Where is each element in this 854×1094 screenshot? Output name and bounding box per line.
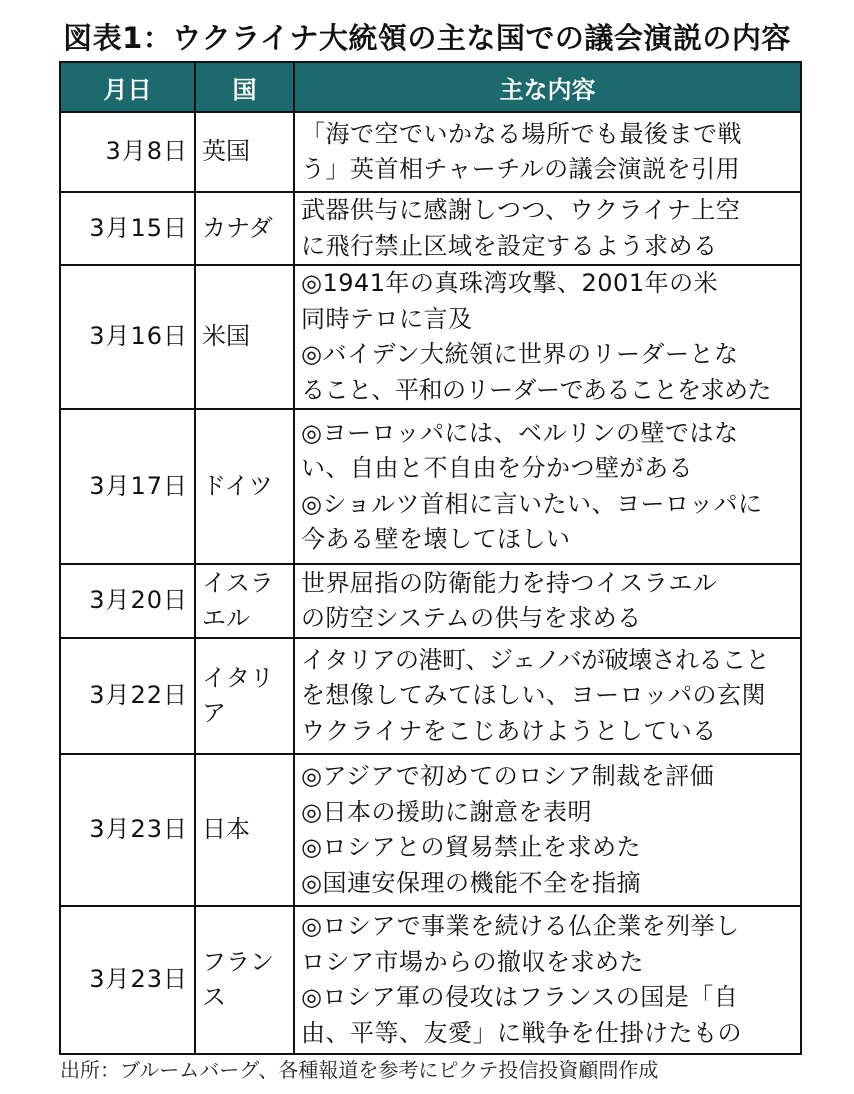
country-cell: イスラエル	[195, 564, 294, 638]
content-line: イタリアの港町、ジェノバが破壊されること	[301, 645, 770, 674]
content-line: ◎ロシアとの貿易禁止を求めた	[301, 833, 641, 861]
date-cell: 3月8日	[60, 112, 195, 192]
content-cell	[294, 564, 801, 638]
content-line: い、自由と不自由を分かつ壁がある	[301, 454, 693, 482]
content-line: ロシア市場からの撤収を求めた	[301, 947, 644, 976]
content-cell	[294, 112, 801, 192]
content-line: ◎アジアで初めてのロシア制裁を評価	[301, 762, 715, 790]
content-cell	[294, 754, 801, 906]
content-line: ◎バイデン大統領に世界のリーダーとな	[301, 340, 739, 368]
content-line: 由、平等、友愛」に戦争を仕掛けたもの	[301, 1018, 742, 1047]
date-cell: 3月23日	[60, 906, 195, 1054]
content-line: う」英首相チャーチルの議会演説を引用	[301, 155, 741, 183]
country-cell: イタリア	[195, 638, 294, 754]
content-cell	[294, 265, 801, 409]
country-cell: カナダ	[195, 192, 294, 265]
table-row	[60, 638, 801, 754]
country-cell: 英国	[195, 112, 294, 192]
content-line: ること、平和のリーダーであることを求めた	[301, 375, 771, 404]
content-line: に飛行禁止区域を設定するよう求める	[301, 231, 718, 260]
content-line: を想像してみてほしい、ヨーロッパの玄関	[301, 681, 767, 710]
table-row	[60, 192, 801, 265]
chart-title: 図表1：ウクライナ大統領の主な国での議会演説の内容	[63, 21, 791, 55]
speech-table	[59, 61, 802, 1055]
table-row	[60, 265, 801, 409]
table-row	[60, 409, 801, 564]
header-country: 国	[195, 62, 294, 112]
date-cell: 3月20日	[60, 564, 195, 638]
content-line: 武器供与に感謝しつつ、ウクライナ上空	[301, 196, 741, 224]
content-line: ◎1941年の真珠湾攻撃、2001年の米	[301, 269, 719, 297]
date-cell: 3月15日	[60, 192, 195, 265]
content-line: ◎ロシアで事業を続ける仏企業を列挙し	[301, 912, 740, 940]
content-line: 「海で空でいかなる場所でも最後まで戦	[301, 119, 742, 148]
content-cell	[294, 638, 801, 754]
content-line: 今ある壁を壊してほしい	[301, 525, 571, 553]
date-cell: 3月17日	[60, 409, 195, 564]
source-note: 出所：ブルームバーグ、各種報道を参考にピクテ投信投資顧問作成	[60, 1058, 659, 1082]
content-line: の防空システムの供与を求める	[301, 604, 642, 632]
content-line: 世界屈指の防衛能力を持つイスラエル	[301, 568, 718, 597]
table-row	[60, 564, 801, 638]
content-line: ウクライナをこじあけようとしている	[301, 716, 717, 745]
date-cell: 3月22日	[60, 638, 195, 754]
country-cell: ドイツ	[195, 409, 294, 564]
content-line: ◎国連安保理の機能不全を指摘	[301, 868, 641, 897]
country-cell: 米国	[195, 265, 294, 409]
content-cell	[294, 409, 801, 564]
content-line: ◎ショルツ首相に言いたい、ヨーロッパに	[301, 489, 763, 518]
country-cell: 日本	[195, 754, 294, 906]
header-row	[60, 62, 801, 112]
table-row	[60, 754, 801, 906]
date-cell: 3月23日	[60, 754, 195, 906]
header-date: 月日	[60, 62, 195, 112]
date-cell: 3月16日	[60, 265, 195, 409]
content-line: ◎ヨーロッパには、ベルリンの壁ではな	[301, 418, 739, 447]
table-row	[60, 112, 801, 192]
header-content: 主な内容	[294, 62, 801, 112]
table-row	[60, 906, 801, 1054]
content-cell	[294, 906, 801, 1054]
content-line: ◎日本の援助に謝意を表明	[301, 797, 592, 826]
country-cell: フランス	[195, 906, 294, 1054]
content-line: ◎ロシア軍の侵攻はフランスの国是「自	[301, 983, 739, 1011]
content-line: 同時テロに言及	[301, 304, 473, 333]
content-cell	[294, 192, 801, 265]
